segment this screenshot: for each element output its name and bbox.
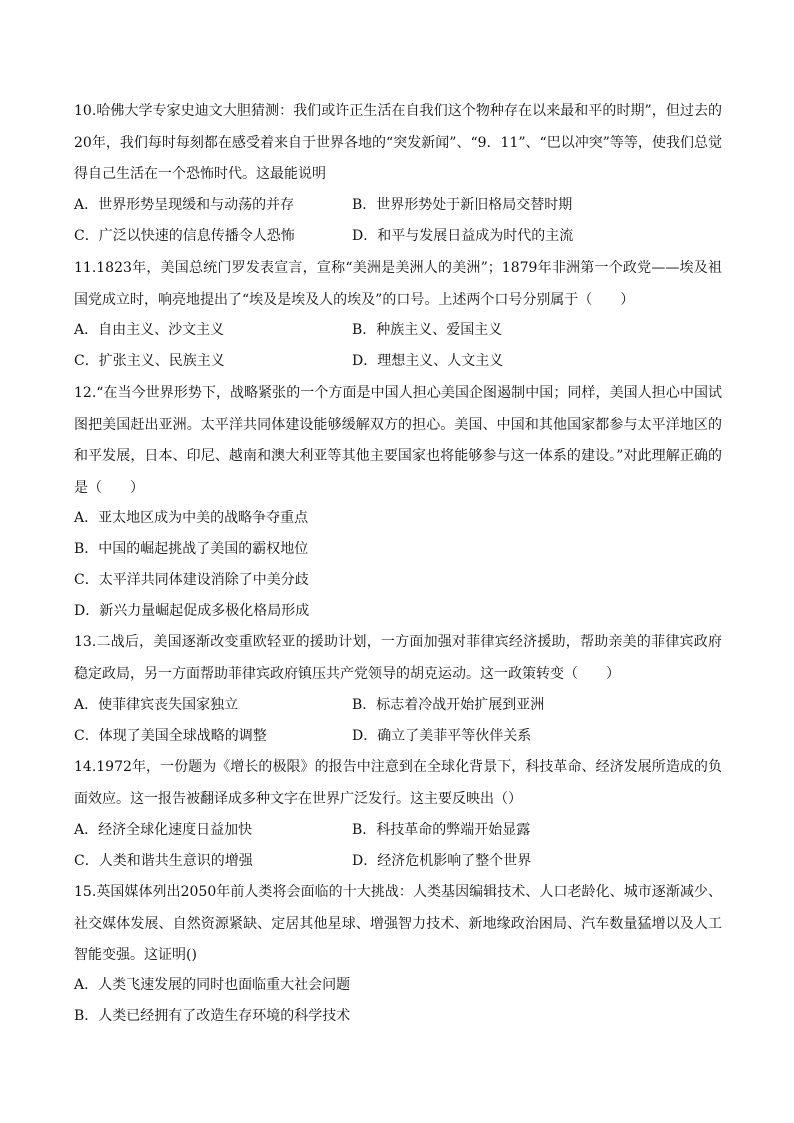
option-a: A．人类飞速发展的同时也面临重大社会问题 <box>74 977 351 993</box>
option-d: D．新兴力量崛起促成多极化格局形成 <box>74 603 310 619</box>
question-11-stem: 11.1823年，美国总统门罗发表宣言，宣称“美洲是美洲人的美洲”；1879年非洲第一个政党——埃及祖国党成立时，响亮地提出了“埃及是埃及人的埃及”的口号。上述两个口号分别属于（ ） <box>74 260 722 308</box>
option-c: C．人类和谐共生意识的增强 <box>74 853 253 869</box>
option-a: A．世界形势呈现缓和与动荡的并存 <box>74 197 295 213</box>
option-d: D．确立了美菲平等伙伴关系 <box>352 728 532 744</box>
option-d: D．和平与发展日益成为时代的主流 <box>352 228 574 244</box>
option-a: A．自由主义、沙文主义 <box>74 322 225 338</box>
question-15-stem: 15.英国媒体列出2050年前人类将会面临的十大挑战：人类基因编辑技术、人口老龄化、城市逐渐减少、社交媒体发展、自然资源紧缺、定居其他星球、增强智力技术、新地缘政治困局、汽车数量猛增以及人工智能变强。这证明() <box>74 884 722 964</box>
option-c: C．扩张主义、民族主义 <box>74 353 225 369</box>
option-b: B．标志着冷战开始扩展到亚洲 <box>352 697 545 713</box>
question-14-options-row-1 <box>74 815 722 846</box>
question-14-stem: 14.1972年，一份题为《增长的极限》的报告中注意到在全球化背景下，科技革命、经济发展所造成的负面效应。这一报告被翻译成多种文字在世界广泛发行。这主要反映出（） <box>74 759 722 807</box>
option-b: B．人类已经拥有了改造生存环境的科学技术 <box>74 1008 351 1024</box>
option-a: A．使菲律宾丧失国家独立 <box>74 697 239 713</box>
question-14-options-row-2 <box>74 846 722 877</box>
question-10-options-row-2 <box>74 221 722 252</box>
option-b: B．种族主义、爱国主义 <box>352 322 503 338</box>
option-d: D．经济危机影响了整个世界 <box>352 853 532 869</box>
question-11-options-row-1 <box>74 315 722 346</box>
question-13-options-row-1 <box>74 690 722 721</box>
option-a: A．经济全球化速度日益加快 <box>74 822 253 838</box>
option-c: C．体现了美国全球战略的调整 <box>74 728 267 744</box>
option-c: C．广泛以快速的信息传播令人恐怖 <box>74 228 295 244</box>
question-11-options-row-2 <box>74 346 722 377</box>
option-a: A．亚太地区成为中美的战略争夺重点 <box>74 510 309 526</box>
question-10-options-row-1 <box>74 190 722 221</box>
question-10-stem: 10.哈佛大学专家史迪文大胆猜测：我们或许正生活在自我们这个物种存在以来最和平的时期”，但过去的20年，我们每时每刻都在感受着来自于世界各地的“突发新闻”、“9．11”、“巴以冲突”等等，使我们总觉得自己生活在一个恐怖时代。这最能说明 <box>74 103 722 183</box>
option-b: B．中国的崛起挑战了美国的霸权地位 <box>74 541 309 557</box>
option-c: C．太平洋共同体建设消除了中美分歧 <box>74 572 309 588</box>
question-13-options-row-2 <box>74 721 722 752</box>
option-d: D．理想主义、人文主义 <box>352 353 504 369</box>
question-12-stem: 12.“在当今世界形势下，战略紧张的一个方面是中国人担心美国企图遏制中国；同样，美国人担心中国试图把美国赶出亚洲。太平洋共同体建设能够缓解双方的担心。美国、中国和其他国家都参与太平洋地区的和平发展，日本、印尼、越南和澳大利亚等其他主要国家也将能够参与这一体系的建设。”对此理解正确的是（ ） <box>74 385 722 496</box>
option-b: B．科技革命的弊端开始显露 <box>352 822 531 838</box>
option-b: B．世界形势处于新旧格局交替时期 <box>352 197 573 213</box>
question-13-stem: 13.二战后，美国逐渐改变重欧轻亚的援助计划，一方面加强对菲律宾经济援助，帮助亲美的菲律宾政府稳定政局，另一方面帮助菲律宾政府镇压共产党领导的胡克运动。这一政策转变（ ） <box>74 634 722 682</box>
